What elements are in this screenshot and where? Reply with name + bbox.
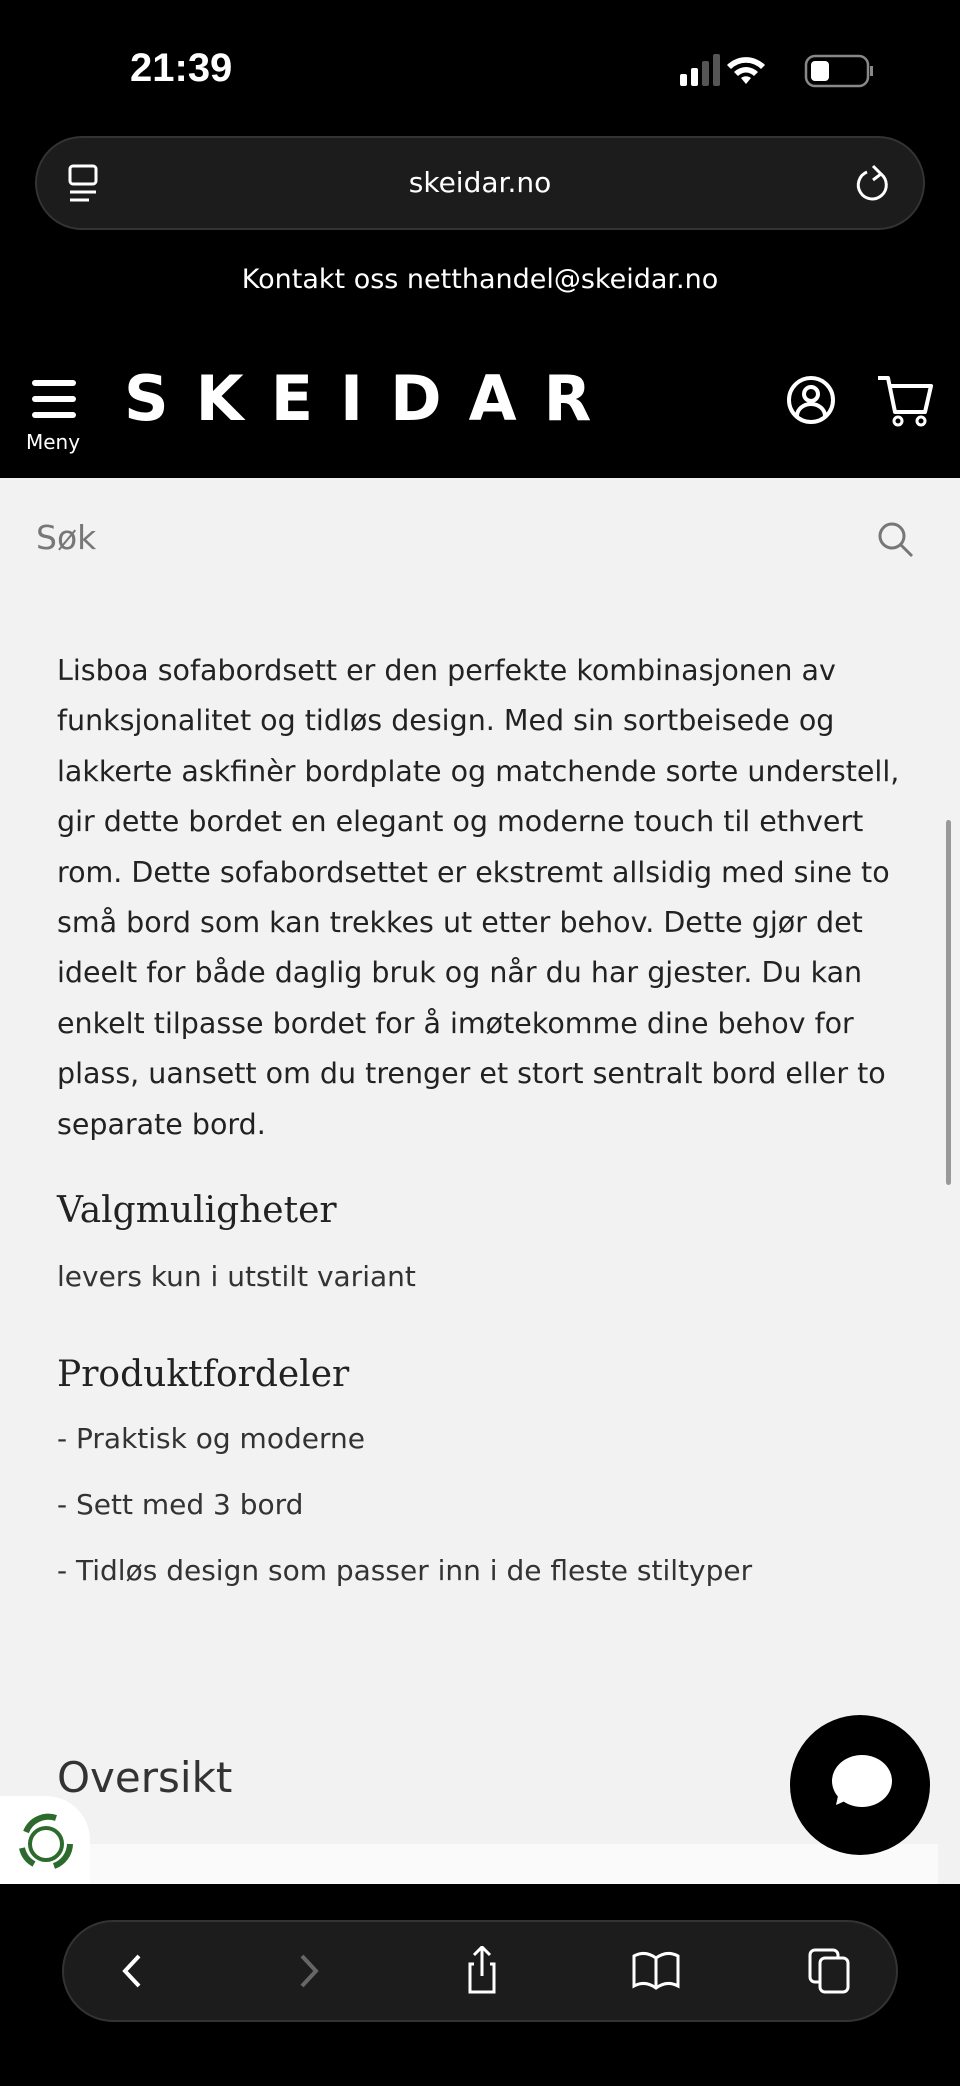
benefit-item: - Tidløs design som passer inn i de fleste stiltyper [57,1554,753,1587]
search-icon[interactable] [876,520,916,560]
forward-icon[interactable] [284,1946,334,1996]
options-text: levers kun i utstilt variant [57,1260,416,1293]
status-time: 21:39 [130,46,233,90]
tabs-icon[interactable] [806,1946,856,1996]
page-content [0,478,960,1884]
share-icon[interactable] [457,1946,507,1996]
recycle-icon [8,1804,88,1884]
menu-label[interactable]: Meny [26,430,81,454]
cart-icon[interactable] [876,374,934,428]
skeidar-logo[interactable]: SKEIDAR [124,362,619,435]
back-icon[interactable] [109,1946,159,1996]
status-icons [680,54,880,88]
hamburger-menu-icon[interactable] [30,378,80,420]
contact-banner[interactable]: Kontakt oss netthandel@skeidar.no [241,264,719,295]
overview-heading: Oversikt [57,1753,233,1802]
chat-button[interactable] [790,1715,930,1855]
scrollbar[interactable] [946,820,951,1185]
options-heading: Valgmuligheter [57,1190,337,1231]
account-icon[interactable] [786,374,836,426]
benefit-item: - Sett med 3 bord [57,1488,304,1521]
chat-bubble-icon [790,1715,930,1855]
address-bar[interactable] [35,136,925,230]
url-text[interactable]: skeidar.no [408,166,552,199]
browser-toolbar [62,1920,898,2022]
page-menu-icon[interactable] [67,164,103,204]
search-input[interactable]: Søk [36,518,97,557]
benefits-heading: Produktfordeler [57,1354,350,1395]
bookmarks-icon[interactable] [631,1946,681,1996]
benefit-item: - Praktisk og moderne [57,1422,365,1455]
product-description: Lisboa sofabordsett er den perfekte kombinasjonen av funksjonalitet og tidløs design. Med sin sortbeisede og lakkerte askfinèr bordplate og matchende sorte understell, gir dette bordet en elegant og moderne touch til ethvert rom. Dette sofabordsettet er ekstremt allsidig med sine to små bord som kan trekkes ut etter behov. Dette gjør det ideelt for både daglig bruk og når du har gjester. Du kan enkelt tilpasse bordet for å imøtekomme dine behov for plass, uansett om du trenger et stort sentralt bord eller to separate bord. [57,654,900,1141]
sustainability-badge[interactable] [0,1796,90,1884]
reload-icon[interactable] [855,164,893,204]
